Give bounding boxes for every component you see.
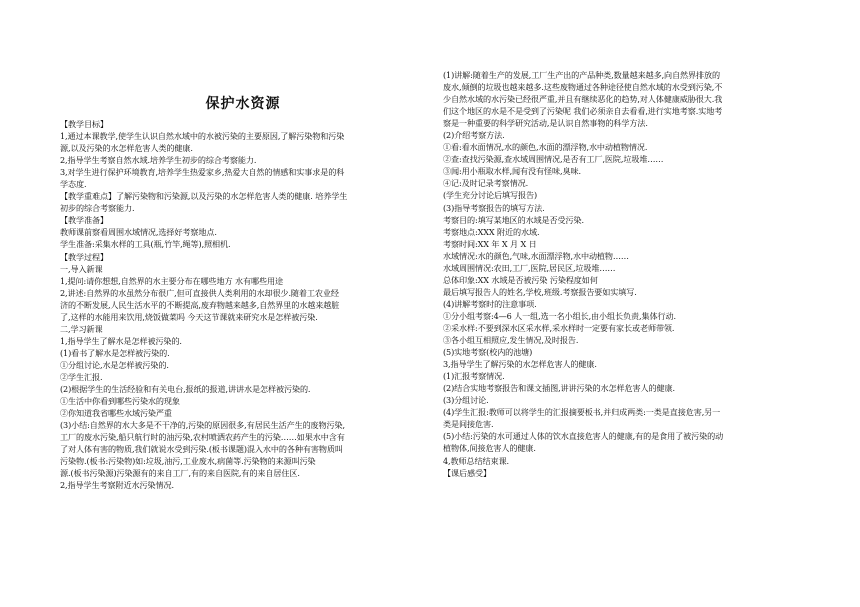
text-line: 二,学习新课 — [60, 323, 103, 334]
text-line: 考察目的:填写某地区的水域是否受污染. — [443, 214, 584, 225]
text-line: ②采水样:不要到深水区采水样,采水样时一定要有家长或老师带领. — [443, 322, 675, 333]
text-line: 水域情况:水的颜色,气味,水面漂浮物,水中动植物…… — [443, 250, 629, 261]
text-line: 3,对学生进行保护环境教育,培养学生热爱家乡,热爱大自然的情感和实事求是的科 — [60, 167, 345, 178]
text-line: 济的不断发展,人民生活水平的不断提高,废弃物越来越多,自然界里的水越来越脏 — [60, 299, 340, 310]
text-line: ①看:看水面情况,水的颜色,水面的漂浮物,水中动植物情况. — [443, 142, 648, 153]
text-line: 【教学准备】 — [60, 215, 108, 226]
text-line: (2)介绍考察方法. — [443, 130, 505, 141]
text-line: 考察地点:XXX 附近的水域. — [443, 226, 540, 237]
text-line: 初步的综合考察能力. — [60, 203, 135, 214]
text-line: ①分组讨论,水是怎样被污染的. — [60, 359, 169, 370]
text-line: ①生活中你看到哪些污染水的现象 — [60, 396, 180, 407]
text-line: 了对人体有害的物质,我们就说水受到污染.(板书课题)混入水中的各种有害物质叫 — [60, 444, 343, 455]
text-line: 了,这样的水能用来饮用,烧饭做菜吗 今天这节课就来研究水是怎样被污染. — [60, 311, 318, 322]
text-line: 1,提问:请你想想,自然界的水主要分布在哪些地方 水有哪些用途 — [60, 275, 283, 286]
text-line: (1)看书了解水是怎样被污染的. — [60, 347, 170, 358]
text-line: 1,通过本课教学,使学生认识自然水域中的水被污染的主要原因,了解污染物和污染 — [60, 131, 345, 142]
text-line: ③闻:用小瓶取水样,闻有没有怪味,臭味. — [443, 166, 581, 177]
right-column — [443, 69, 815, 479]
text-line: 源,以及污染的水怎样危害人类的健康. — [60, 143, 193, 154]
text-line: 们这个地区的水是不是受到了污染呢 我们必须亲自去看看,进行实地考察.实地考 — [443, 106, 723, 117]
text-line: 一,导入新课 — [60, 263, 103, 274]
text-line: ②你知道我省哪些水域污染严重 — [60, 408, 172, 419]
text-line: 水域周围情况:农田,工厂,医院,居民区,垃圾堆…… — [443, 262, 616, 273]
text-line: 【教学重难点】了解污染物和污染源,以及污染的水怎样危害人类的健康. 培养学生 — [60, 191, 348, 202]
text-line: (2)结合实地考察报告和课文插图,讲讲污染的水怎样危害人的健康. — [443, 383, 675, 394]
text-line: (3)小结:自然界的水大多是不干净的,污染的原因很多,有居民生活产生的废物污染, — [60, 420, 346, 431]
text-line: 工厂的废水污染,船只航行时的油污染,农村喷洒农药产生的污染……如果水中含有 — [60, 432, 345, 443]
text-line: 【课后感受】 — [443, 467, 491, 478]
text-line: 考察时间:XX 年 X 月 X 日 — [443, 238, 537, 249]
text-line: ②查:查找污染源,查水域周围情况,是否有工厂,医院,垃圾堆…… — [443, 154, 664, 165]
text-line: (2)根据学生的生活经验和有关电台,报纸的报道,讲讲水是怎样被污染的. — [60, 384, 311, 395]
text-line: 教师课前察看周围水域情况,选择好考察地点. — [60, 227, 217, 238]
text-line: 1,指导学生了解水是怎样被污染的. — [60, 335, 182, 346]
text-line: 源.(板书污染源)污染源有的来自工厂,有的来自医院,有的来自居住区. — [60, 468, 300, 479]
text-line: (1)汇报考察情况. — [443, 371, 505, 382]
text-line: 2,指导学生考察附近水污染情况. — [60, 480, 174, 491]
text-line: ②学生汇报. — [60, 371, 103, 382]
text-line: (1)讲解:随着生产的发展,工厂生产出的产品种类,数量越来越多,向自然界排放的 — [443, 70, 721, 80]
text-line: ①分小组考察:4—6 人一组,选一名小组长,由小组长负责,集体行动. — [443, 310, 676, 321]
text-line: 类是间接危害. — [443, 419, 494, 430]
text-line: 【教学过程】 — [60, 251, 108, 262]
text-line: 2,指导学生考察自然水域.培养学生初步的综合考察能力. — [60, 155, 257, 166]
text-line: 3,指导学生了解污染的水怎样危害人的健康. — [443, 359, 597, 370]
text-line: (3)指导考察报告的填写方法. — [443, 202, 545, 213]
text-line: 学生准备:采集水样的工具(瓶,竹竿,绳等),照相机. — [60, 239, 231, 250]
left-column — [60, 118, 426, 491]
text-line: 污染物.(板书:污染物)如:垃圾,油污,工业废水,病菌等.污染物的来源叫污染 — [60, 456, 316, 467]
text-line: (3)分组讨论. — [443, 395, 489, 406]
text-line: 总体印象:XX 水域是否被污染 污染程度如何 — [443, 274, 598, 285]
text-line: 4,教师总结结束课. — [443, 455, 509, 466]
text-line: 最后填写报告人的姓名,学校,班级.考察报告要如实填写. — [443, 286, 637, 297]
text-line: 植物体,间接危害人的健康. — [443, 443, 536, 454]
text-line: 少自然水域的水污染已经很严重,并且有继续恶化的趋势,对人体健康威胁很大.我 — [443, 94, 723, 105]
text-line: ④记:及时记录考察情况. — [443, 178, 529, 189]
text-line: (4)讲解考察时的注意事项. — [443, 298, 537, 309]
text-line: 学态度. — [60, 179, 87, 190]
text-line: (学生充分讨论后填写报告) — [443, 190, 538, 201]
text-line: 【教学目标】 — [60, 119, 108, 129]
text-line: 察是一种重要的科学研究活动,是认识自然事物的科学方法. — [443, 118, 648, 129]
text-line: (5)实地考察(校内的池塘) — [443, 347, 533, 358]
text-line: 2,讲述:自然界的水虽然分布很广,但可直接供人类利用的水却很少.随着工农业经 — [60, 287, 339, 298]
document-title: 保护水资源 — [205, 96, 281, 112]
text-line: ③各小组互相照应,发生情况,及时报告. — [443, 335, 579, 346]
text-line: (5)小结:污染的水可通过人体的饮水直接危害人的健康,有的是食用了被污染的动 — [443, 431, 724, 442]
text-line: (4)学生汇报:教师可以将学生的汇报摘要板书,并归成两类:一类是直接危害,另一 — [443, 407, 721, 418]
text-line: 废水,倾倒的垃圾也越来越多.这些废物通过各种途径使自然水域的水受到污染,不 — [443, 82, 723, 93]
